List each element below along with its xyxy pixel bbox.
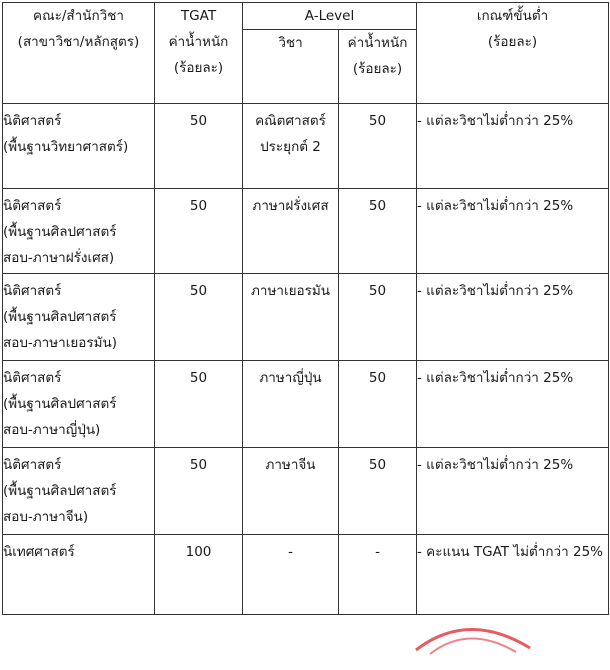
table-row xyxy=(3,535,609,615)
tgat-weight-cell: 50 xyxy=(155,189,243,274)
alevel-weight-cell: 50 xyxy=(339,361,417,448)
table-row xyxy=(3,104,609,189)
subject-cell: ภาษาฝรั่งเศส xyxy=(243,189,339,274)
program-cell xyxy=(3,448,155,535)
alevel-weight-cell: 50 xyxy=(339,104,417,189)
table-row xyxy=(3,361,609,448)
header-tgat-title: TGAT xyxy=(180,8,217,24)
program-line1: นิติศาสตร์ xyxy=(3,113,62,129)
tgat-weight-cell: 50 xyxy=(155,448,243,535)
alevel-weight-cell: - xyxy=(339,535,417,615)
program-line1: นิติศาสตร์ xyxy=(3,198,62,214)
header-faculty-line2: (สาขาวิชา/หลักสูตร) xyxy=(17,34,140,50)
criteria-cell: - แต่ละวิชาไม่ต่ำกว่า 25% xyxy=(417,274,609,361)
program-cell xyxy=(3,104,155,189)
header-criteria-line2: (ร้อยละ) xyxy=(487,34,538,50)
program-line3: สอบ-ภาษาจีน) xyxy=(3,509,89,525)
admission-criteria-table xyxy=(2,2,609,615)
table-row xyxy=(3,274,609,361)
subject-line2: ประยุกต์ 2 xyxy=(260,139,321,155)
header-alevel-subject: วิชา xyxy=(243,30,339,104)
header-tgat xyxy=(155,3,243,104)
tgat-weight-cell: 100 xyxy=(155,535,243,615)
subject-cell: ภาษาญี่ปุ่น xyxy=(243,361,339,448)
program-line3: สอบ-ภาษาญี่ปุ่น) xyxy=(3,422,101,438)
criteria-cell: - แต่ละวิชาไม่ต่ำกว่า 25% xyxy=(417,104,609,189)
program-line2: (พื้นฐานศิลปศาสตร์ xyxy=(3,396,117,412)
header-alevel-weight-line1: ค่าน้ำหนัก xyxy=(347,35,408,51)
header-faculty-line1: คณะ/สำนักวิชา xyxy=(33,8,124,24)
header-alevel-weight xyxy=(339,30,417,104)
program-cell: นิเทศศาสตร์ xyxy=(3,535,155,615)
program-cell xyxy=(3,361,155,448)
subject-cell: - xyxy=(243,535,339,615)
table-row xyxy=(3,448,609,535)
header-tgat-weight-line1: ค่าน้ำหนัก xyxy=(168,34,229,50)
table-row xyxy=(3,189,609,274)
header-faculty xyxy=(3,3,155,104)
program-line2: (พื้นฐานศิลปศาสตร์ xyxy=(3,224,117,240)
program-line3: สอบ-ภาษาเยอรมัน) xyxy=(3,335,118,351)
tgat-weight-cell: 50 xyxy=(155,361,243,448)
program-line1: นิติศาสตร์ xyxy=(3,457,62,473)
alevel-weight-cell: 50 xyxy=(339,448,417,535)
program-cell xyxy=(3,274,155,361)
header-criteria-line1: เกณฑ์ขั้นต่ำ xyxy=(476,8,549,24)
criteria-cell: - คะแนน TGAT ไม่ต่ำกว่า 25% xyxy=(417,535,609,615)
criteria-cell: - แต่ละวิชาไม่ต่ำกว่า 25% xyxy=(417,361,609,448)
header-alevel: A-Level xyxy=(243,3,417,30)
criteria-cell: - แต่ละวิชาไม่ต่ำกว่า 25% xyxy=(417,189,609,274)
header-tgat-weight-line2: (ร้อยละ) xyxy=(173,60,224,76)
subject-cell: ภาษาเยอรมัน xyxy=(243,274,339,361)
subject-cell: ภาษาจีน xyxy=(243,448,339,535)
program-cell xyxy=(3,189,155,274)
program-line2: (พื้นฐานวิทยาศาสตร์) xyxy=(3,139,129,155)
alevel-weight-cell: 50 xyxy=(339,274,417,361)
tgat-weight-cell: 50 xyxy=(155,274,243,361)
header-row-top xyxy=(3,3,609,30)
subject-line1: คณิตศาสตร์ xyxy=(255,113,326,129)
program-line3: สอบ-ภาษาฝรั่งเศส) xyxy=(3,250,115,266)
program-line1: นิติศาสตร์ xyxy=(3,283,62,299)
program-line1: นิติศาสตร์ xyxy=(3,370,62,386)
program-line2: (พื้นฐานศิลปศาสตร์ xyxy=(3,483,117,499)
red-seal-stamp xyxy=(408,610,538,670)
criteria-cell: - แต่ละวิชาไม่ต่ำกว่า 25% xyxy=(417,448,609,535)
header-alevel-weight-line2: (ร้อยละ) xyxy=(352,61,403,77)
alevel-weight-cell: 50 xyxy=(339,189,417,274)
subject-cell xyxy=(243,104,339,189)
program-line2: (พื้นฐานศิลปศาสตร์ xyxy=(3,309,117,325)
header-criteria xyxy=(417,3,609,104)
tgat-weight-cell: 50 xyxy=(155,104,243,189)
